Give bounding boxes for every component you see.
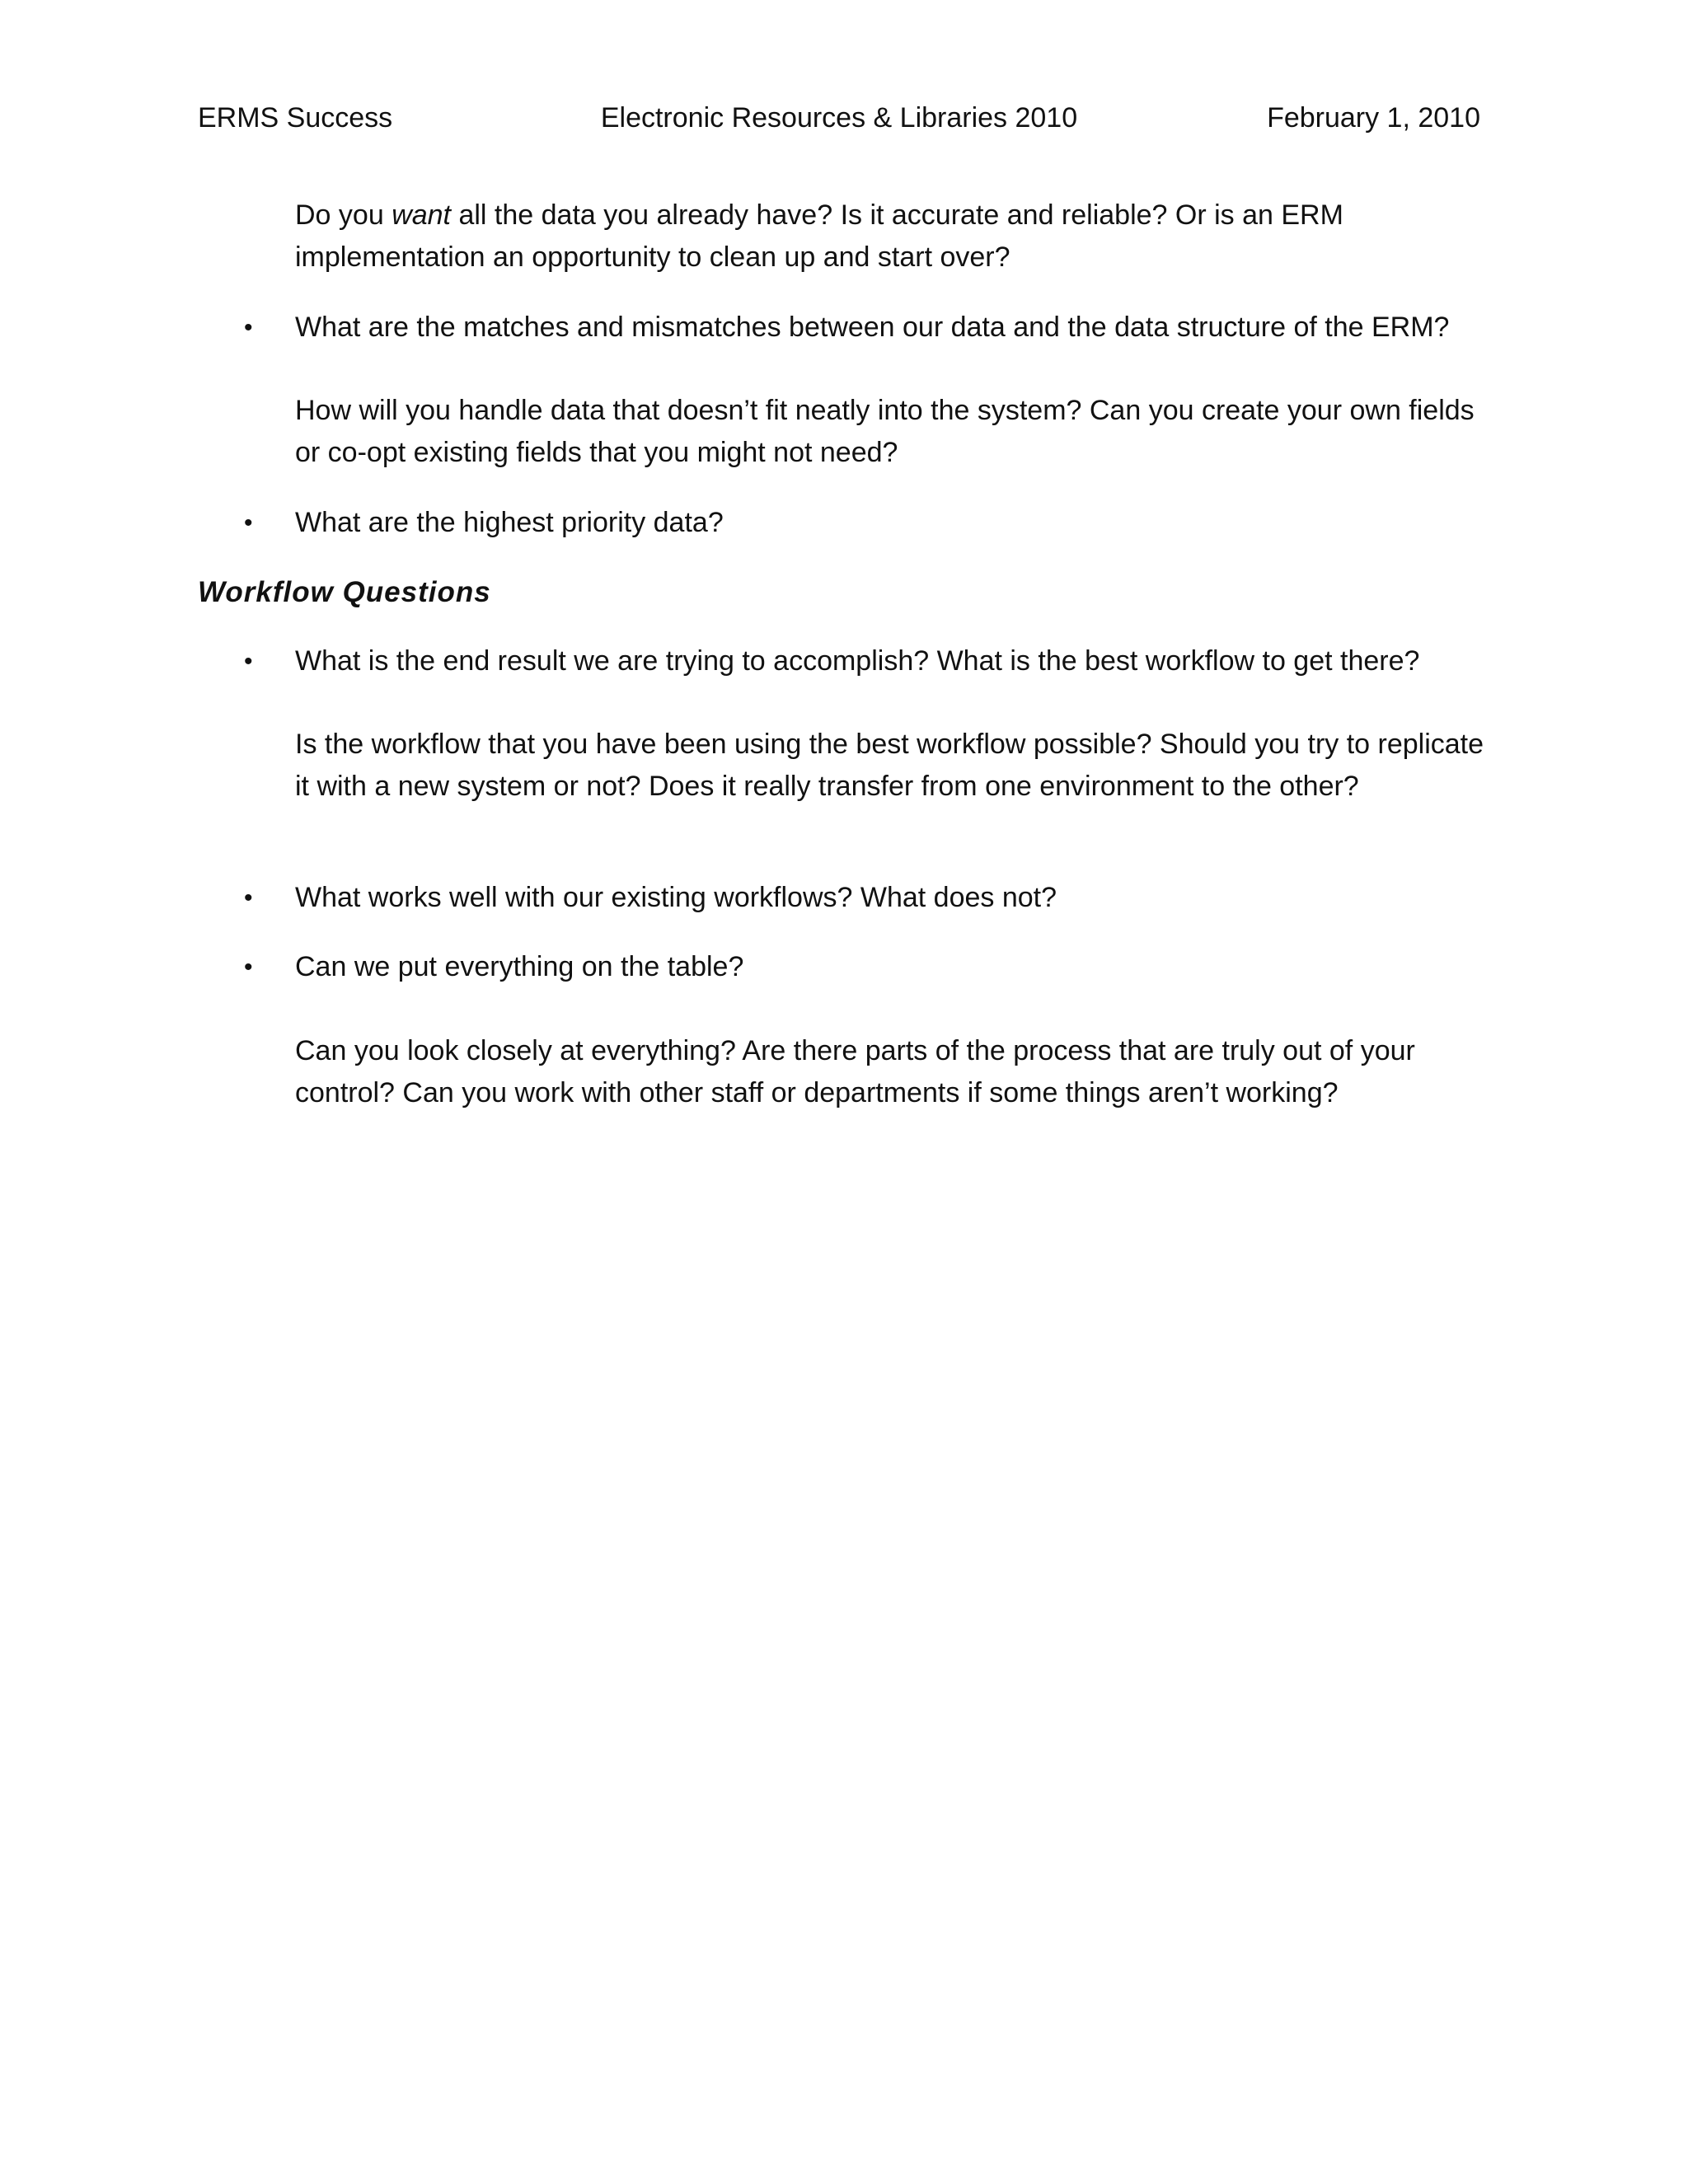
header-date: February 1, 2010 [1267,102,1480,134]
header-conference: Electronic Resources & Libraries 2010 [600,102,1078,134]
bullet-marker: • [244,954,253,981]
intro-text-end: all the data you already have? Is it accurate and reliable? Or is an ERM implementation an opportunity to clean up and start over? [295,199,1343,273]
intro-paragraph [295,194,1490,279]
question-works-well: What works well with our existing workflows? What does not? [295,882,1057,913]
question-end-result-detail: Is the workflow that you have been using the best workflow possible? Should you try to replicate it with a new system or not? Does it really transfer from one environment to the other? [295,729,1484,802]
page-header [198,97,1480,138]
question-matches: What are the matches and mismatches between our data and the data structure of the ERM? [295,312,1450,343]
intro-text-start: Do you [295,199,392,231]
intro-emphasis: want [392,199,452,231]
question-matches-detail: How will you handle data that doesn’t fit neatly into the system? Can you create your own fields or co-opt existing fields that you might not need? [295,395,1475,468]
question-table-detail: Can you look closely at everything? Are there parts of the process that are truly out of your control? Can you work with other staff or departments if some things aren’t working? [295,1035,1415,1108]
question-priority: What are the highest priority data? [295,507,724,538]
bullet-marker: • [244,884,253,912]
bullet-marker: • [244,648,253,675]
question-table: Can we put everything on the table? [295,951,744,982]
header-title: ERMS Success [198,102,393,134]
section-heading-workflow: Workflow Questions [198,576,491,608]
bullet-marker: • [244,509,253,537]
bullet-marker: • [244,314,253,341]
question-end-result: What is the end result we are trying to accomplish? What is the best workflow to get there? [295,645,1420,677]
